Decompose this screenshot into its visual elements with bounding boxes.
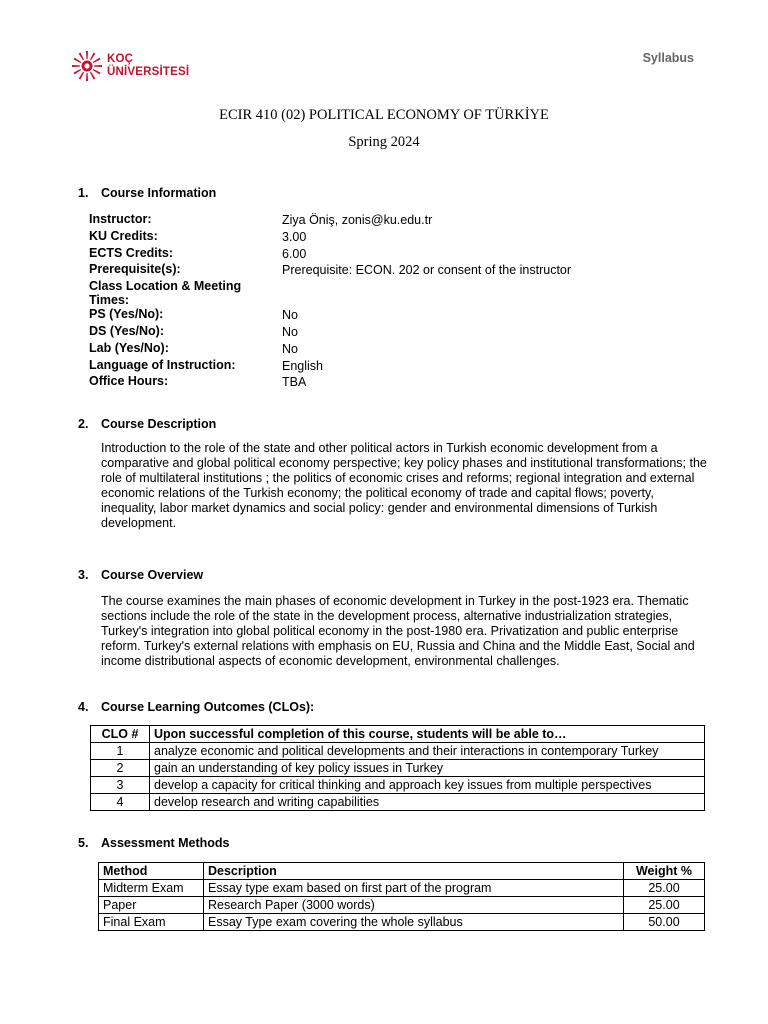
table-row	[99, 897, 705, 914]
table-row	[91, 777, 705, 794]
table-cell: 50.00	[624, 914, 705, 931]
info-label: Prerequisite(s):	[89, 262, 181, 277]
section-number: 2.	[78, 417, 89, 431]
section-title: Course Description	[101, 417, 217, 431]
course-description-text: Introduction to the role of the state and other political actors in Turkish economic development from a comparative and global political economy perspective; key policy phases and institutional transformations; the role of multilateral institutions ; the politics of economic crises and reforms; regional integration and external economic relations of the Turkish economy; the political economy of trade and capital flows; poverty, inequality, labor market dynamics and social policy: gender and environmental dimensions of Turkish development.	[101, 441, 707, 530]
info-value: Ziya Öniş, zonis@ku.edu.tr	[282, 213, 433, 227]
column-header: Weight %	[624, 863, 705, 880]
table-cell: Research Paper (3000 words)	[204, 897, 624, 914]
info-value: No	[282, 341, 298, 356]
logo-line-2: ÜNİVERSİTESİ	[107, 65, 190, 78]
table-cell: 2	[91, 760, 150, 777]
table-cell: Midterm Exam	[99, 880, 204, 897]
info-label: KU Credits:	[89, 228, 158, 243]
table-cell: 4	[91, 794, 150, 811]
university-logo	[72, 51, 212, 81]
table-cell: Essay type exam based on first part of the program	[204, 880, 624, 897]
table-cell: Final Exam	[99, 914, 204, 931]
section-heading-course-overview	[78, 568, 203, 582]
logo-wordmark	[107, 53, 189, 78]
section-number: 5.	[78, 836, 89, 850]
course-overview-text: The course examines the main phases of economic development in Turkey in the post-1923 era. Thematic sections include the role of the state in the development process, alternative industrialization strategies, Turkey's integration into global political economy in the post-1980 era. Privatization and public enterprise reform. Turkey's external relations with emphasis on EU, Russia and China and the Middle East, Social and income distributional aspects of economic development, environmental challenges.	[101, 594, 695, 668]
info-label: PS (Yes/No):	[89, 307, 164, 322]
column-header: CLO #	[91, 726, 150, 743]
section-title: Course Information	[101, 186, 217, 200]
info-label: Instructor:	[89, 212, 152, 226]
document-label: Syllabus	[642, 51, 694, 65]
info-label: DS (Yes/No):	[89, 323, 165, 338]
info-label: ECTS Credits:	[89, 245, 174, 260]
info-value: TBA	[282, 375, 307, 390]
info-value: English	[282, 358, 323, 373]
section-title: Course Learning Outcomes (CLOs):	[101, 700, 315, 714]
table-cell: 1	[91, 743, 150, 760]
table-row	[91, 760, 705, 777]
table-header-row	[91, 726, 705, 743]
column-header: Description	[204, 863, 624, 880]
table-row	[99, 880, 705, 897]
section-heading-learning-outcomes	[78, 700, 314, 714]
info-value: 3.00	[282, 229, 307, 244]
section-number: 3.	[78, 568, 89, 582]
section-heading-assessment-methods	[78, 836, 230, 850]
section-title: Course Overview	[101, 568, 204, 582]
info-value: No	[282, 324, 298, 339]
section-heading-course-description	[78, 417, 216, 431]
logo-line-1: KOÇ	[107, 53, 134, 65]
section-number: 4.	[78, 700, 89, 714]
clo-table	[90, 725, 705, 811]
info-value: No	[282, 308, 298, 323]
info-label: Class Location & Meeting Times:	[89, 279, 242, 308]
table-cell: Essay Type exam covering the whole syllabus	[204, 914, 624, 931]
info-value: 6.00	[282, 246, 307, 261]
sunburst-logo-icon	[72, 51, 102, 81]
info-value: Prerequisite: ECON. 202 or consent of the instructor	[282, 263, 572, 278]
column-header: Method	[99, 863, 204, 880]
table-cell: develop research and writing capabilities	[150, 794, 705, 811]
table-cell: 3	[91, 777, 150, 794]
table-cell: gain an understanding of key policy issues in Turkey	[150, 760, 705, 777]
table-row	[91, 743, 705, 760]
info-label: Language of Instruction:	[89, 357, 236, 372]
section-heading-course-information	[78, 186, 216, 200]
table-cell: develop a capacity for critical thinking and approach key issues from multiple perspectives	[150, 777, 705, 794]
column-header: Upon successful completion of this course, students will be able to…	[150, 726, 705, 743]
info-label: Office Hours:	[89, 374, 169, 389]
table-cell: 25.00	[624, 897, 705, 914]
table-header-row	[99, 863, 705, 880]
section-title: Assessment Methods	[101, 836, 230, 850]
table-cell: analyze economic and political developments and their interactions in contemporary Turkey	[150, 743, 705, 760]
section-number: 1.	[78, 186, 89, 200]
course-term: Spring 2024	[348, 134, 420, 150]
info-label: Lab (Yes/No):	[89, 340, 169, 355]
table-row	[91, 794, 705, 811]
table-cell: 25.00	[624, 880, 705, 897]
table-cell: Paper	[99, 897, 204, 914]
course-title: ECIR 410 (02) POLITICAL ECONOMY OF TÜRKİYE	[219, 107, 549, 123]
table-row	[99, 914, 705, 931]
assessment-table	[98, 862, 705, 931]
